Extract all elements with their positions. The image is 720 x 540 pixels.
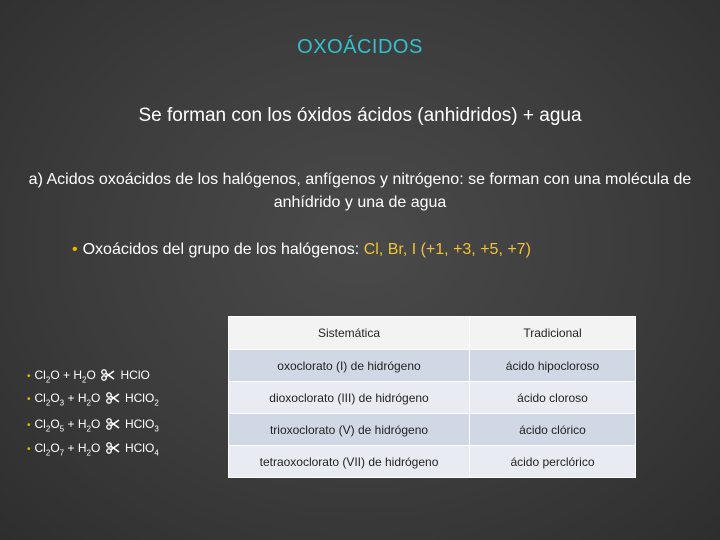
subscript: 3 bbox=[59, 398, 65, 408]
table-row bbox=[229, 446, 636, 478]
product: HClO bbox=[124, 417, 155, 431]
reactant: Cl bbox=[34, 391, 46, 405]
bullet-dot-icon: • bbox=[27, 444, 31, 455]
water-oxygen: O bbox=[90, 417, 101, 431]
reactant: Cl bbox=[34, 368, 46, 382]
subscript: 2 bbox=[45, 375, 51, 385]
bullet-dot-icon: • bbox=[27, 371, 31, 382]
reactant-oxygen: O bbox=[50, 368, 60, 382]
cell-tradicional: ácido clórico bbox=[470, 414, 636, 446]
subscript: 2 bbox=[45, 424, 51, 434]
table-row bbox=[229, 350, 636, 382]
water: H bbox=[77, 391, 87, 405]
reaction-row bbox=[27, 368, 150, 384]
plus-sign: + bbox=[67, 417, 75, 431]
product: HClO bbox=[120, 368, 150, 382]
reaction-row bbox=[27, 391, 159, 407]
header-sistematica: Sistemática bbox=[229, 317, 470, 350]
cell-sistematica: tetraoxoclorato (VII) de hidrógeno bbox=[229, 446, 470, 478]
bullet-highlight: Cl, Br, I (+1, +3, +5, +7) bbox=[363, 241, 531, 258]
subscript: 2 bbox=[86, 448, 91, 458]
product: HClO bbox=[124, 391, 155, 405]
halogen-bullet bbox=[72, 241, 531, 259]
scissors-icon bbox=[101, 369, 115, 381]
water: H bbox=[77, 417, 87, 431]
cell-sistematica: oxoclorato (I) de hidrógeno bbox=[229, 350, 470, 382]
cell-tradicional: ácido cloroso bbox=[470, 382, 636, 414]
bullet-dot-icon: • bbox=[27, 420, 31, 431]
reactant: Cl bbox=[34, 441, 46, 455]
bullet-dot-icon: • bbox=[27, 394, 31, 405]
subscript: 3 bbox=[154, 424, 159, 434]
subscript: 5 bbox=[59, 424, 65, 434]
subscript: 2 bbox=[86, 424, 91, 434]
subscript: 2 bbox=[86, 398, 91, 408]
plus-sign: + bbox=[67, 441, 75, 455]
intro-paragraph: a) Acidos oxoácidos de los halógenos, anfígenos y nitrógeno: se forman con una molécula de anhídrido y una de agua bbox=[28, 171, 692, 211]
nomenclature-table bbox=[228, 316, 636, 478]
reaction-row bbox=[27, 441, 159, 457]
cell-tradicional: ácido perclórico bbox=[470, 446, 636, 478]
slide-subtitle: Se forman con los óxidos ácidos (anhidridos) + agua bbox=[138, 105, 582, 126]
reactant-oxygen: O bbox=[50, 441, 60, 455]
subscript: 2 bbox=[154, 398, 159, 408]
cell-sistematica: dioxoclorato (III) de hidrógeno bbox=[229, 382, 470, 414]
reaction-row bbox=[27, 417, 159, 433]
slide-title: OXOÁCIDOS bbox=[297, 36, 423, 58]
scissors-icon bbox=[106, 392, 120, 404]
table-header-row bbox=[229, 317, 636, 350]
bullet-dot-icon: • bbox=[72, 241, 78, 258]
reactant-oxygen: O bbox=[50, 417, 60, 431]
water: H bbox=[73, 368, 83, 382]
header-tradicional: Tradicional bbox=[470, 317, 636, 350]
subscript: 2 bbox=[82, 375, 87, 385]
water-oxygen: O bbox=[90, 391, 101, 405]
reactant: Cl bbox=[34, 417, 46, 431]
product: HClO bbox=[124, 441, 155, 455]
scissors-icon bbox=[106, 442, 120, 454]
scissors-icon bbox=[106, 418, 120, 430]
table-row bbox=[229, 382, 636, 414]
bullet-text: Oxoácidos del grupo de los halógenos: bbox=[82, 241, 360, 258]
water: H bbox=[77, 441, 87, 455]
plus-sign: + bbox=[63, 368, 71, 382]
subscript: 2 bbox=[45, 398, 51, 408]
cell-sistematica: trioxoclorato (V) de hidrógeno bbox=[229, 414, 470, 446]
water-oxygen: O bbox=[90, 441, 101, 455]
table-row bbox=[229, 414, 636, 446]
subscript: 4 bbox=[154, 448, 159, 458]
subscript: 7 bbox=[59, 448, 65, 458]
cell-tradicional: ácido hipocloroso bbox=[470, 350, 636, 382]
water-oxygen: O bbox=[86, 368, 96, 382]
plus-sign: + bbox=[67, 391, 75, 405]
reactant-oxygen: O bbox=[50, 391, 60, 405]
subscript: 2 bbox=[45, 448, 51, 458]
